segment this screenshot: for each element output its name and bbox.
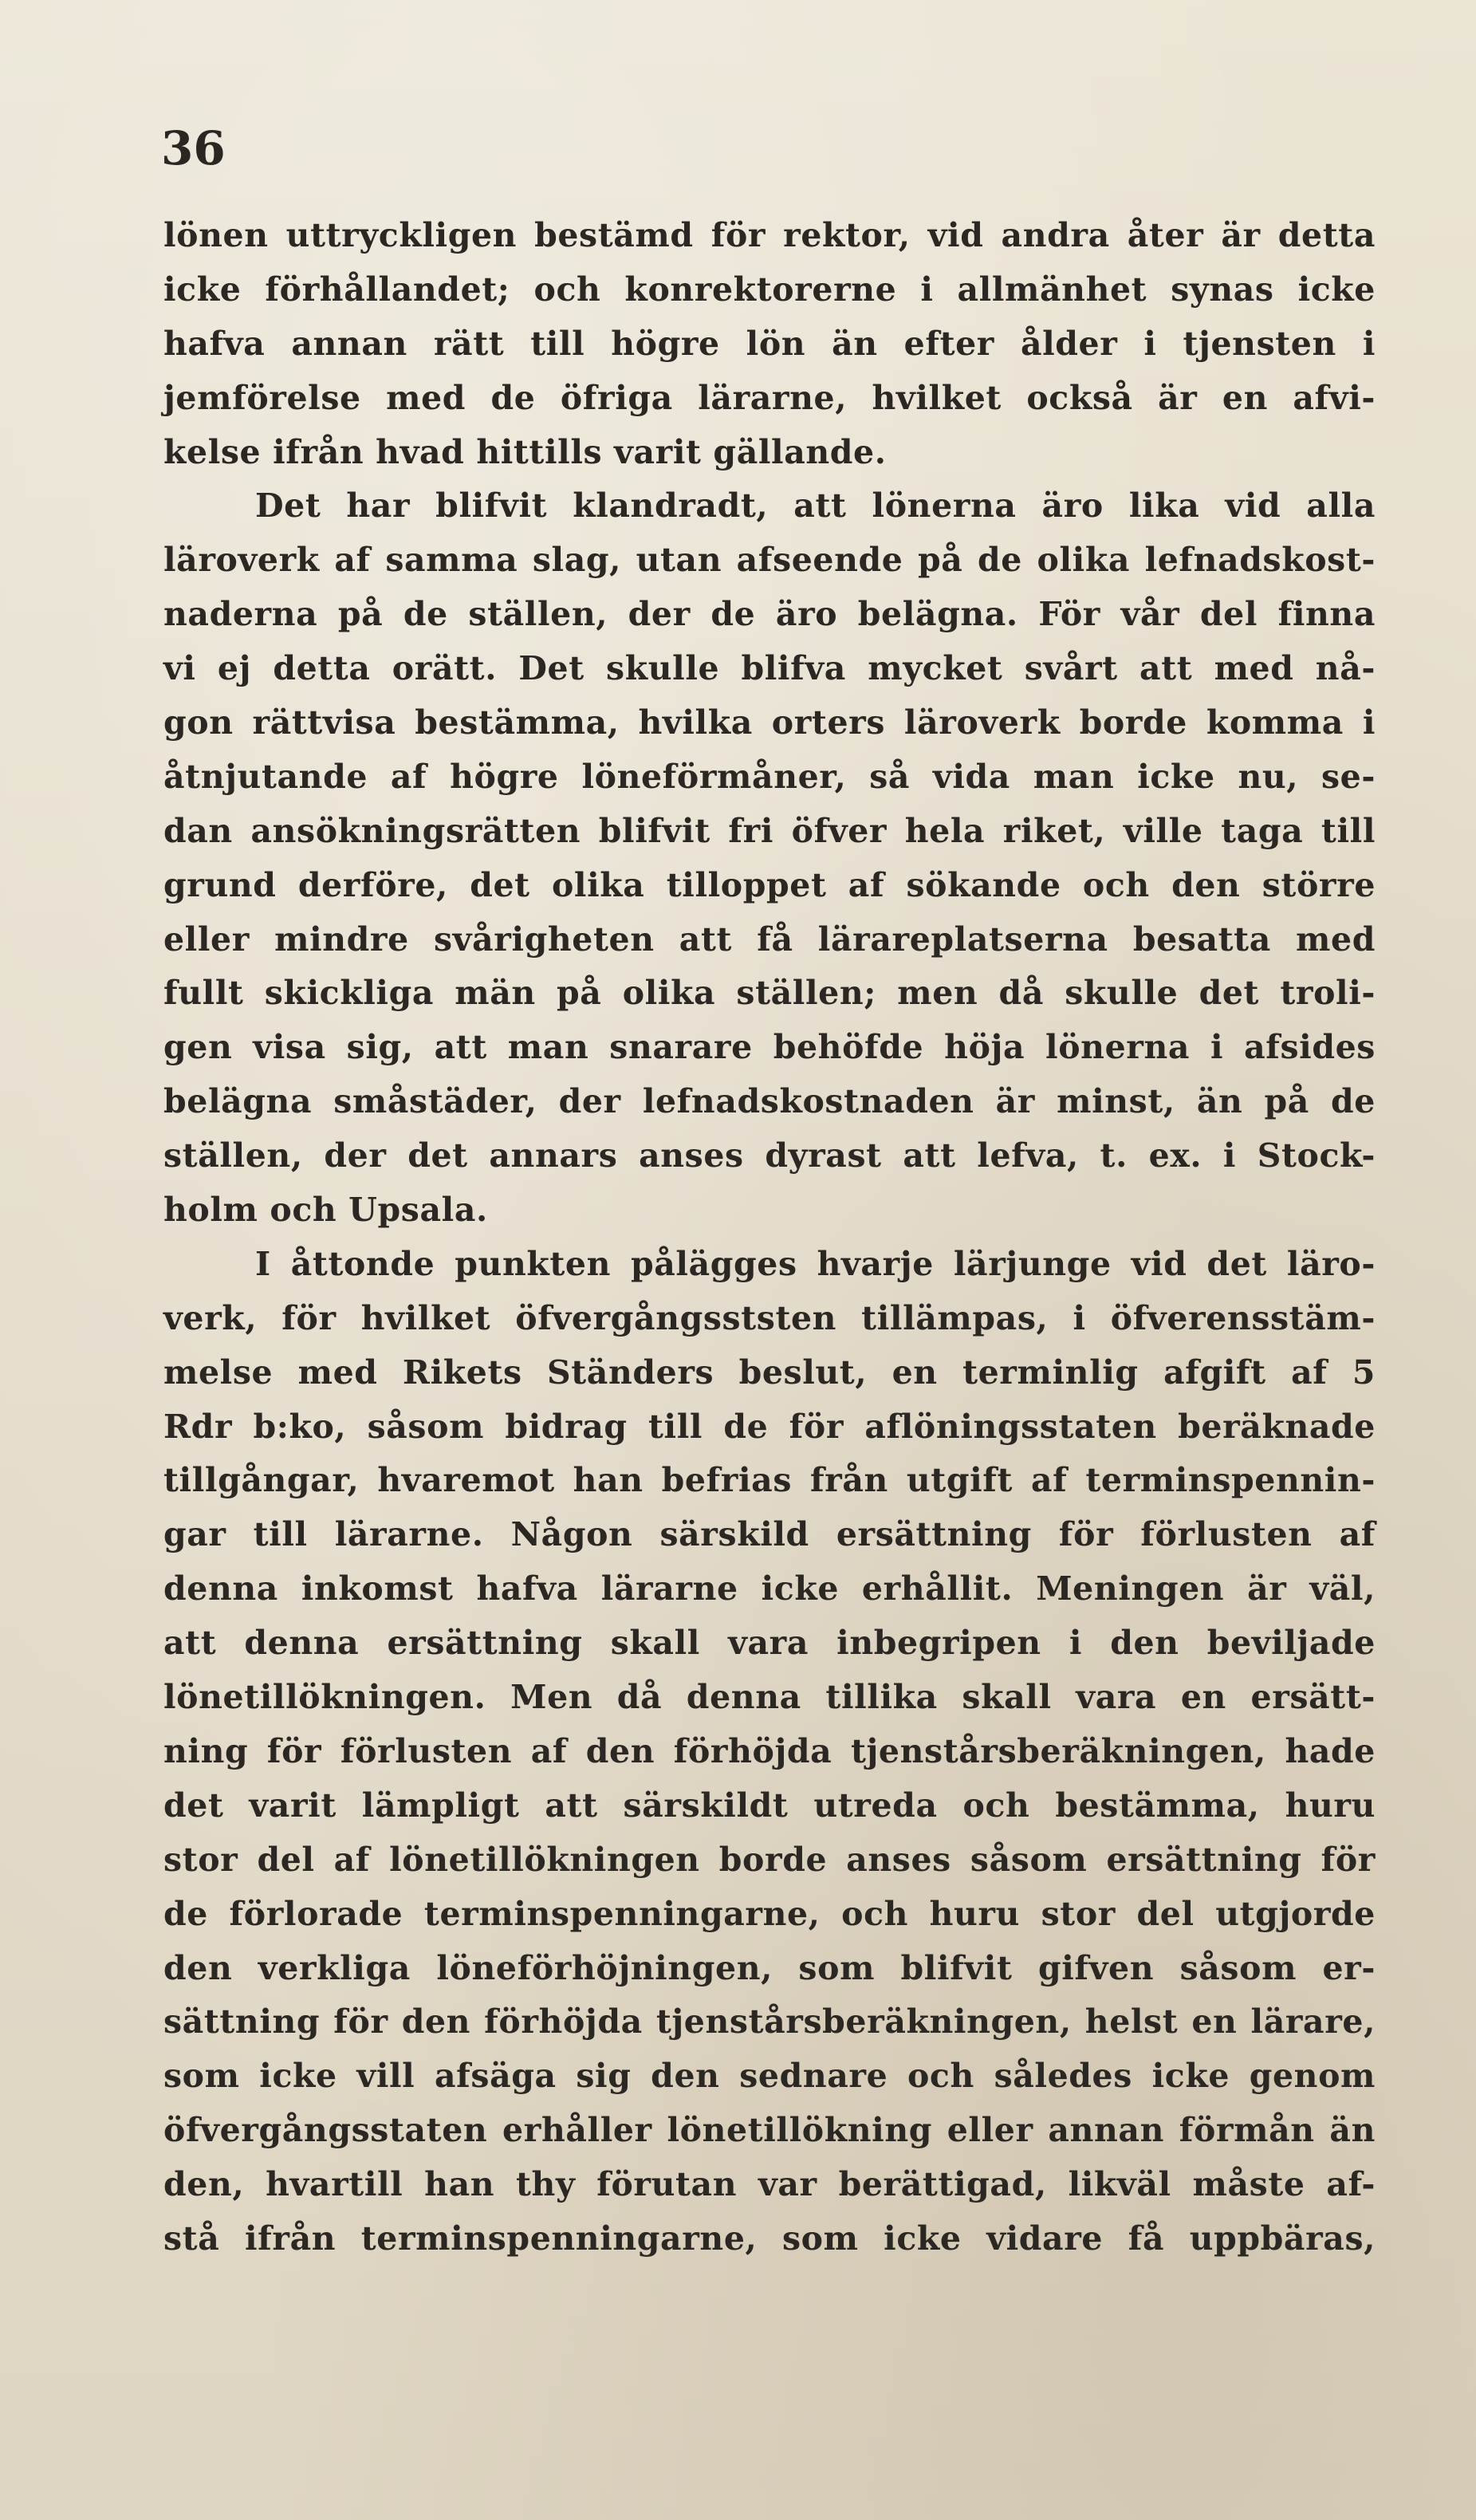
text-line: tillgångar, hvaremot han befrias från utgift af terminspennin- bbox=[163, 1461, 1376, 1500]
text-line: ning för förlusten af den förhöjda tjenstårsberäkningen, hade bbox=[163, 1731, 1376, 1770]
text-line: verk, för hvilket öfvergångsststen tillämpas, i öfverensstäm- bbox=[163, 1298, 1376, 1337]
text-line: kelse ifrån hvad hittills varit gällande. bbox=[163, 432, 887, 471]
page-number: 36 bbox=[161, 121, 226, 175]
text-line: öfvergångsstaten erhåller lönetillökning eller annan förmån än bbox=[163, 2111, 1376, 2150]
text-line: fullt skickliga män på olika ställen; men då skulle det troli- bbox=[163, 974, 1376, 1013]
text-line: åtnjutande af högre löneförmåner, så vida man icke nu, se- bbox=[163, 757, 1376, 796]
text-line: icke förhållandet; och konrektorerne i allmänhet synas icke bbox=[163, 270, 1376, 309]
text-line: denna inkomst hafva lärarne icke erhållit. Meningen är väl, bbox=[163, 1569, 1376, 1608]
text-line: stor del af lönetillökningen borde anses såsom ersättning för bbox=[163, 1840, 1376, 1879]
text-line: dan ansökningsrätten blifvit fri öfver hela riket, ville taga till bbox=[163, 811, 1376, 850]
text-line: I åttonde punkten pålägges hvarje lärjunge vid det läro- bbox=[255, 1244, 1376, 1283]
text-line: lönetillökningen. Men då denna tillika skall vara en ersätt- bbox=[163, 1678, 1376, 1717]
text-line: gar till lärarne. Någon särskild ersättning för förlusten af bbox=[163, 1515, 1376, 1554]
text-line: hafva annan rätt till högre lön än efter ålder i tjensten i bbox=[163, 324, 1376, 363]
text-line: gon rättvisa bestämma, hvilka orters läroverk borde komma i bbox=[163, 703, 1376, 742]
text-line: de förlorade terminspenningarne, och huru stor del utgjorde bbox=[163, 1894, 1376, 1933]
text-line: Rdr b:ko, såsom bidrag till de för aflöningsstaten beräknade bbox=[163, 1407, 1376, 1446]
text-line: eller mindre svårigheten att få lärareplatserna besatta med bbox=[163, 919, 1376, 959]
text-line: ställen, der det annars anses dyrast att lefva, t. ex. i Stock- bbox=[163, 1136, 1376, 1175]
text-line: Det har blifvit klandradt, att lönerna äro lika vid alla bbox=[255, 486, 1376, 526]
text-line: gen visa sig, att man snarare behöfde höja lönerna i afsides bbox=[163, 1028, 1376, 1067]
text-line: som icke vill afsäga sig den sednare och således icke genom bbox=[163, 2057, 1376, 2096]
text-line: det varit lämpligt att särskildt utreda och bestämma, huru bbox=[163, 1786, 1376, 1825]
text-line: den, hvartill han thy förutan var berättigad, likväl måste af- bbox=[163, 2165, 1376, 2204]
text-line: belägna småstäder, der lefnadskostnaden är minst, än på de bbox=[163, 1082, 1376, 1121]
text-line: naderna på de ställen, der de äro belägna. För vår del finna bbox=[163, 595, 1376, 634]
text-line: läroverk af samma slag, utan afseende på de olika lefnadskost- bbox=[163, 541, 1376, 580]
text-line: grund derföre, det olika tilloppet af sökande och den större bbox=[163, 865, 1376, 904]
text-line: holm och Upsala. bbox=[163, 1191, 488, 1230]
body-text bbox=[163, 209, 1376, 2266]
text-line: jemförelse med de öfriga lärarne, hvilket också är en afvi- bbox=[163, 378, 1376, 417]
text-line: den verkliga löneförhöjningen, som blifvit gifven såsom er- bbox=[163, 1948, 1376, 1987]
text-line: att denna ersättning skall vara inbegripen i den beviljade bbox=[163, 1624, 1376, 1663]
text-line: stå ifrån terminspenningarne, som icke vidare få uppbäras, bbox=[163, 2219, 1376, 2258]
text-line: sättning för den förhöjda tjenstårsberäkningen, helst en lärare, bbox=[163, 2002, 1376, 2042]
text-line: vi ej detta orätt. Det skulle blifva mycket svårt att med nå- bbox=[163, 649, 1376, 688]
text-line: lönen uttryckligen bestämd för rektor, vid andra åter är detta bbox=[163, 216, 1376, 254]
text-line: melse med Rikets Ständers beslut, en terminlig afgift af 5 bbox=[163, 1353, 1376, 1392]
